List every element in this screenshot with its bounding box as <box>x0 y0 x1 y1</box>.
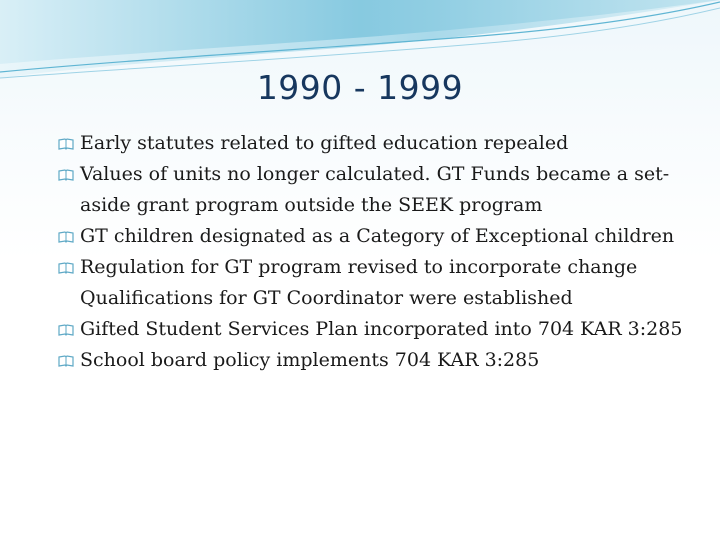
bullet-text: Regulation for GT program revised to incorporate change Qualifications for GT Coordinator were established <box>80 256 638 309</box>
book-icon <box>58 261 74 275</box>
bullet-text: GT children designated as a Category of Exceptional children <box>80 225 675 247</box>
bullet-text: Early statutes related to gifted education repealed <box>80 132 569 154</box>
bullet-item <box>58 128 698 159</box>
slide-title: 1990 - 1999 <box>256 68 464 107</box>
book-icon <box>58 168 74 182</box>
bullet-item <box>58 221 698 252</box>
bullet-item <box>58 345 698 376</box>
bullet-item <box>58 159 698 221</box>
bullet-item <box>58 252 698 314</box>
book-icon <box>58 137 74 151</box>
bullet-list <box>58 128 698 376</box>
bullet-text: Gifted Student Services Plan incorporated into 704 KAR 3:285 <box>80 318 683 340</box>
book-icon <box>58 230 74 244</box>
bullet-text: School board policy implements 704 KAR 3:285 <box>80 349 540 371</box>
bullet-item <box>58 314 698 345</box>
book-icon <box>58 323 74 337</box>
bullet-text: Values of units no longer calculated. GT Funds became a set-aside grant program outside the SEEK program <box>80 163 670 216</box>
book-icon <box>58 354 74 368</box>
